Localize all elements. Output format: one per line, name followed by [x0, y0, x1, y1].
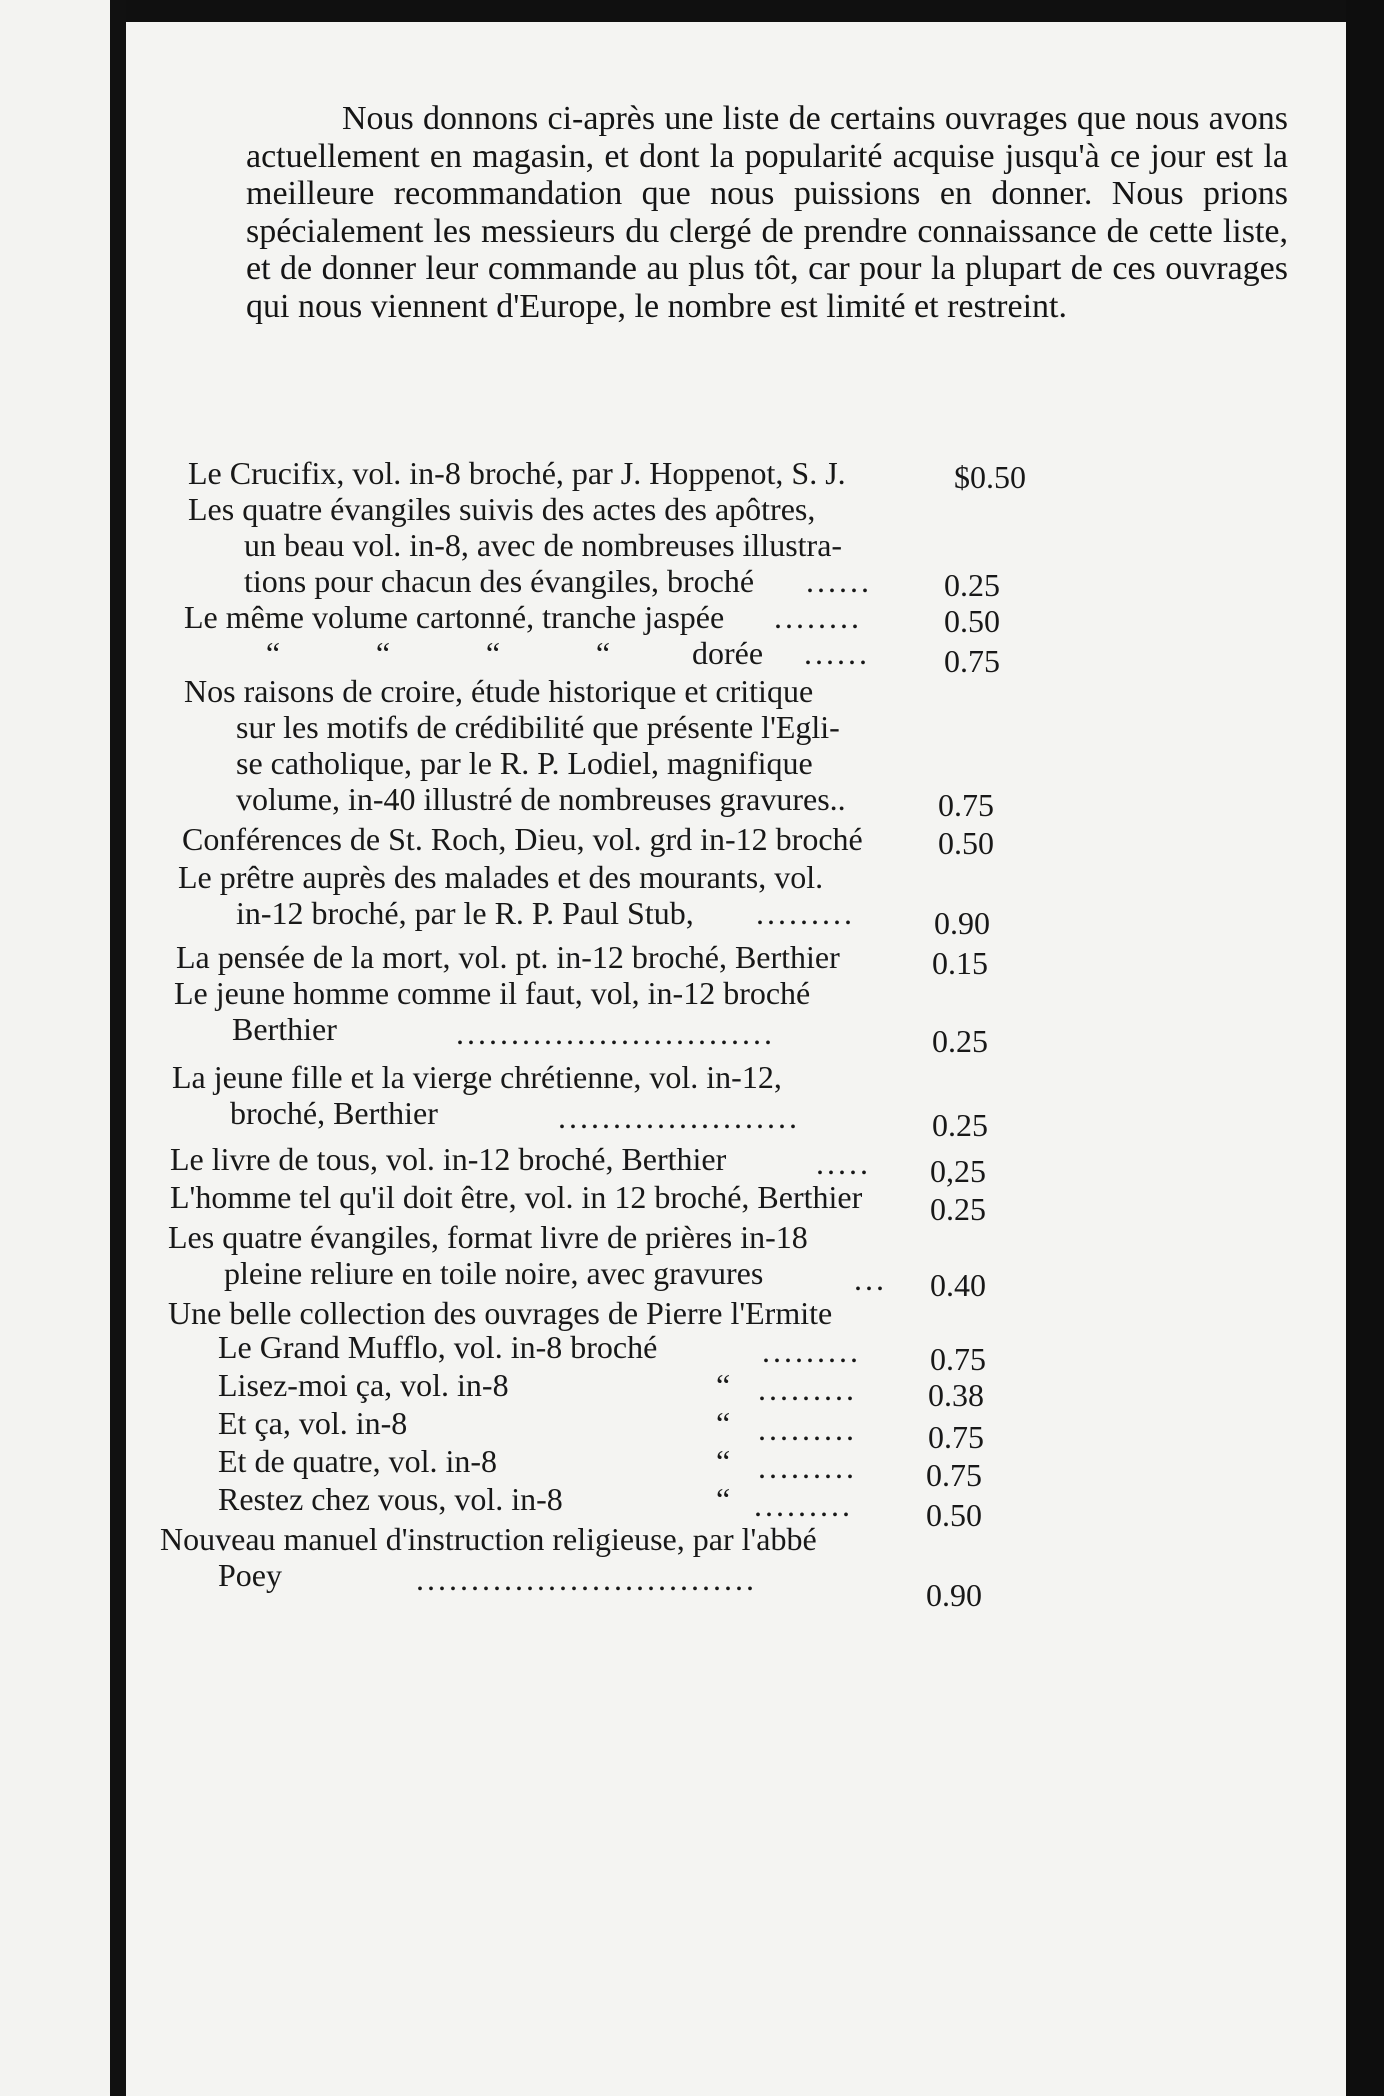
- item-price: 0.25: [932, 1023, 988, 1059]
- dot-leader: ...: [854, 1261, 887, 1297]
- catalog-item-line: [236, 892, 694, 934]
- intro-paragraph: [246, 100, 1288, 325]
- catalog-item-line: [218, 1326, 657, 1368]
- catalog-item-line: [224, 1252, 763, 1294]
- item-text: broché, Berthier: [230, 1095, 438, 1131]
- item-text: La jeune fille et la vierge chrétienne, vol. in-12,: [172, 1059, 782, 1095]
- item-price: 0.75: [928, 1419, 984, 1455]
- item-text: Le Grand Mufflo, vol. in-8 broché: [218, 1329, 658, 1365]
- dot-leader: .........: [758, 1411, 857, 1447]
- catalog-item-line: [218, 1440, 731, 1482]
- item-price: 0.25: [944, 567, 1000, 603]
- catalog-item-line: [218, 632, 763, 674]
- dot-leader: .........: [756, 895, 855, 931]
- item-price: 0.75: [930, 1341, 986, 1377]
- catalog-item-line: [170, 1176, 862, 1218]
- catalog-item-line: [218, 1402, 731, 1444]
- item-price: 0.75: [938, 787, 994, 823]
- item-text: Le même volume cartonné, tranche jaspée: [184, 599, 725, 635]
- item-text: Conférences de St. Roch, Dieu, vol. grd in-12 broché: [182, 821, 863, 857]
- catalog-item-line: [218, 1554, 282, 1596]
- item-text: Le prêtre auprès des malades et des mourants, vol.: [178, 859, 824, 895]
- item-text: pleine reliure en toile noire, avec gravures: [224, 1255, 764, 1291]
- item-text: Berthier: [232, 1011, 337, 1047]
- ditto-mark: “: [716, 1367, 731, 1403]
- catalog-list: [126, 452, 1346, 2072]
- item-text: Restez chez vous, vol. in-8: [218, 1481, 563, 1517]
- item-text: in-12 broché, par le R. P. Paul Stub,: [236, 895, 694, 931]
- catalog-item-line: [236, 778, 846, 820]
- item-text: La pensée de la mort, vol. pt. in-12 broché, Berthier: [176, 939, 840, 975]
- item-text: Lisez-moi ça, vol. in-8: [218, 1367, 509, 1403]
- ditto-mark: “: [716, 1443, 731, 1479]
- item-price: 0.50: [944, 603, 1000, 639]
- item-text: un beau vol. in-8, avec de nombreuses illustra-: [244, 527, 843, 563]
- item-text: Le Crucifix, vol. in-8 broché, par J. Hoppenot, S. J.: [188, 455, 846, 491]
- item-price: 0.15: [932, 945, 988, 981]
- item-text: Le livre de tous, vol. in-12 broché, Berthier: [170, 1141, 727, 1177]
- dot-leader: ......: [804, 635, 870, 671]
- item-price: 0.50: [926, 1497, 982, 1533]
- catalog-item-line: [218, 1478, 731, 1520]
- dot-leader: .........: [754, 1487, 853, 1523]
- item-price: 0.75: [944, 643, 1000, 679]
- dot-leader: ...............................: [416, 1561, 757, 1597]
- item-text: volume, in-40 illustré de nombreuses gravures..: [236, 781, 846, 817]
- item-text: tions pour chacun des évangiles, broché: [244, 563, 755, 599]
- ditto-marks: “ “ “ “: [265, 635, 611, 671]
- item-text: se catholique, par le R. P. Lodiel, magnifique: [236, 745, 813, 781]
- book-gutter: [110, 0, 126, 2096]
- catalog-item-line: [230, 1092, 438, 1134]
- catalog-item-line: [182, 818, 863, 860]
- item-text: Et de quatre, vol. in-8: [218, 1443, 498, 1479]
- item-price: 0.90: [934, 905, 990, 941]
- facing-page-edge: [0, 0, 118, 2096]
- dot-leader: .........: [762, 1333, 861, 1369]
- item-text: L'homme tel qu'il doit être, vol. in 12 broché, Berthier: [170, 1179, 863, 1215]
- item-price: 0.25: [932, 1107, 988, 1143]
- dot-leader: ......: [806, 563, 872, 599]
- ditto-mark: “: [716, 1481, 731, 1517]
- catalog-item-line: [232, 1008, 337, 1050]
- dot-leader: ......................: [558, 1099, 800, 1135]
- item-text: Les quatre évangiles, format livre de prières in-18: [168, 1219, 808, 1255]
- item-text: Les quatre évangiles suivis des actes des apôtres,: [188, 491, 816, 527]
- item-text: dorée: [692, 635, 764, 671]
- intro-text: Nous donnons ci-après une liste de certains ouvrages que nous avons actuellement en magasin, et dont la popularité acquise jusqu'à ce jour est la meilleure recommandation que nous puissions en donner. Nous prions spécialement les messieurs du clergé de prendre connaissance de cette liste, et de donner leur commande au plus tôt, car pour la plupart de ces ouvrages qui nous viennent d'Europe, le nombre est limité et restreint.: [246, 100, 1288, 325]
- item-text: Nouveau manuel d'instruction religieuse, par l'abbé: [160, 1521, 817, 1557]
- dot-leader: .....: [816, 1145, 871, 1181]
- item-text: Une belle collection des ouvrages de Pierre l'Ermite: [168, 1295, 833, 1331]
- dot-leader: ........: [774, 599, 862, 635]
- item-price: 0.90: [926, 1577, 982, 1613]
- scan-right-border: [1346, 0, 1384, 2096]
- item-price: 0.38: [928, 1377, 984, 1413]
- book-page: [126, 22, 1346, 2096]
- dot-leader: .............................: [456, 1015, 775, 1051]
- item-text: sur les motifs de crédibilité que présente l'Egli-: [236, 709, 840, 745]
- dot-leader: .........: [758, 1449, 857, 1485]
- item-price: 0.25: [930, 1191, 986, 1227]
- ditto-mark: “: [716, 1405, 731, 1441]
- catalog-item-line: [218, 1364, 731, 1406]
- dot-leader: .........: [758, 1371, 857, 1407]
- item-text: Nos raisons de croire, étude historique et critique: [184, 673, 814, 709]
- item-text: Et ça, vol. in-8: [218, 1405, 408, 1441]
- item-price: 0.40: [930, 1267, 986, 1303]
- item-price: $0.50: [954, 459, 1026, 495]
- item-price: 0,25: [930, 1153, 986, 1189]
- item-text: Poey: [218, 1557, 282, 1593]
- item-text: Le jeune homme comme il faut, vol, in-12 broché: [174, 975, 811, 1011]
- item-price: 0.75: [926, 1457, 982, 1493]
- catalog-item-line: [170, 1138, 726, 1180]
- item-price: 0.50: [938, 825, 994, 861]
